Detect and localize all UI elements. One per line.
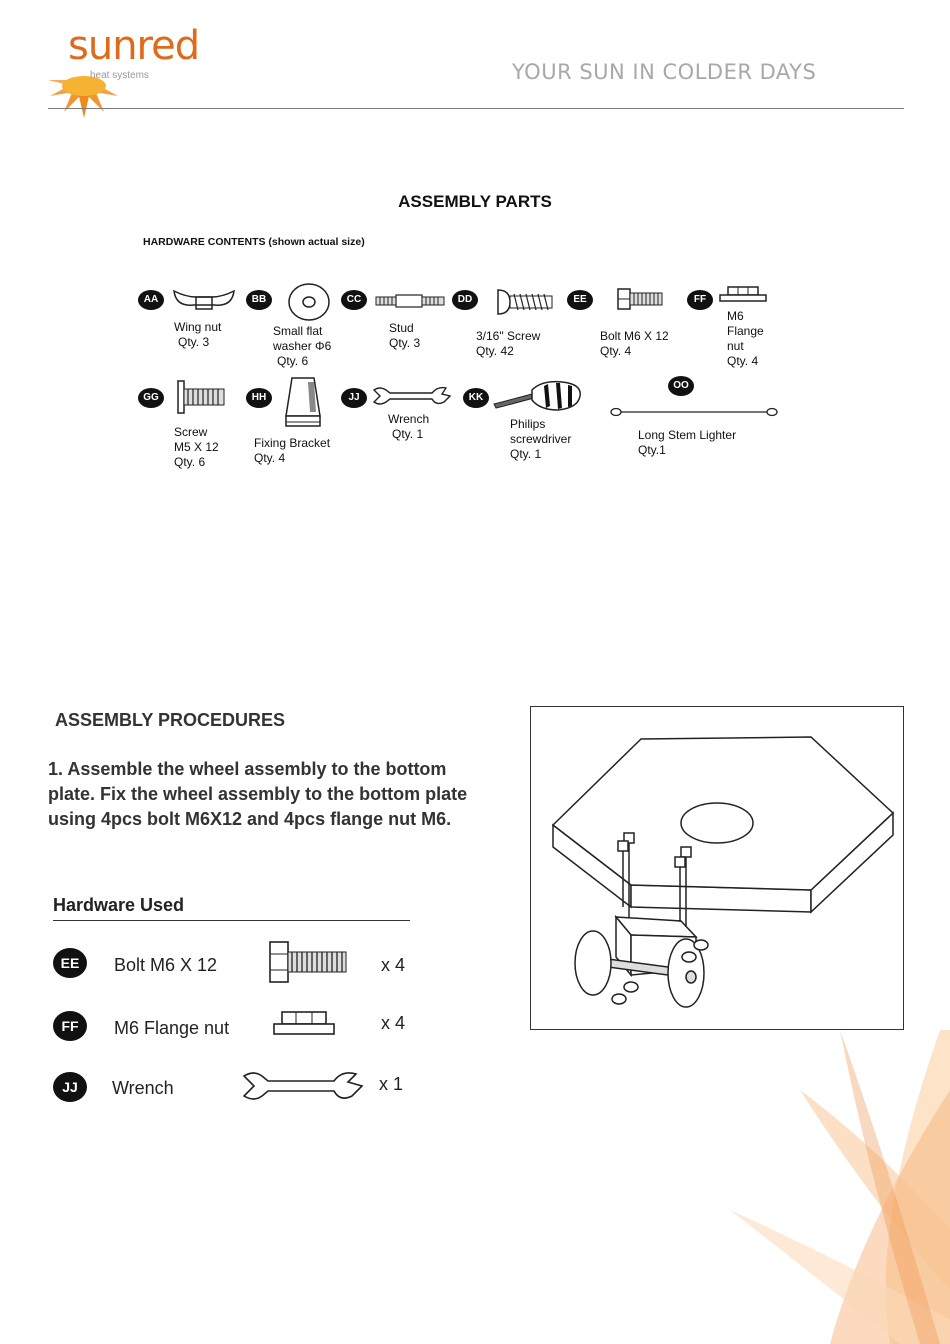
hardware-used-divider — [53, 920, 410, 921]
part-label-gg: Screw M5 X 12 Qty. 6 — [174, 425, 219, 469]
part-label-dd: 3/16" Screw Qty. 42 — [476, 329, 541, 358]
used-label-jj: Wrench — [112, 1078, 174, 1098]
flat-washer-icon — [286, 282, 332, 322]
part-label-cc: Stud Qty. 3 — [389, 321, 421, 350]
section-title-procedures: ASSEMBLY PROCEDURES — [55, 710, 286, 730]
stud-icon — [374, 293, 446, 309]
part-badge-bb: BB — [246, 290, 272, 310]
part-badge-jj: JJ — [341, 388, 367, 408]
part-badge-ff: FF — [687, 290, 713, 310]
decorative-sun-rays-icon — [640, 1030, 950, 1344]
wheel-assembly-diagram-icon — [531, 707, 903, 1029]
section-title-assembly-parts: ASSEMBLY PARTS — [398, 192, 552, 211]
part-badge-dd: DD — [452, 290, 478, 310]
hardware-used-title: Hardware Used — [53, 895, 185, 915]
hardware-caption: HARDWARE CONTENTS (shown actual size) — [143, 236, 365, 248]
tagline: YOUR SUN IN COLDER DAYS — [512, 60, 817, 84]
bolt-icon — [268, 940, 350, 984]
part-label-oo: Long Stem Lighter Qty.1 — [638, 428, 737, 457]
used-badge-ff: FF — [53, 1011, 87, 1041]
part-badge-cc: CC — [341, 290, 367, 310]
lighter-icon — [608, 404, 782, 420]
part-badge-kk: KK — [463, 388, 489, 408]
part-badge-oo: OO — [668, 376, 694, 396]
flange-nut-icon — [718, 286, 768, 302]
screwdriver-icon — [492, 376, 586, 416]
part-badge-ee: EE — [567, 290, 593, 310]
part-label-aa: Wing nut Qty. 3 — [174, 320, 222, 349]
part-badge-gg: GG — [138, 388, 164, 408]
step-1-text: 1. Assemble the wheel assembly to the bottom plate. Fix the wheel assembly to the bottom plate using 4pcs bolt M6X12 and 4pcs flange nut M6. — [48, 759, 468, 829]
used-qty-ee: x 4 — [381, 955, 406, 975]
part-label-ff: M6 Flange nut Qty. 4 — [727, 309, 764, 368]
logo-text: sunred — [68, 23, 200, 69]
part-label-ee: Bolt M6 X 12 Qty. 4 — [600, 329, 669, 358]
wrench-icon — [372, 384, 452, 408]
logo-subtext: heat systems — [90, 70, 149, 81]
used-label-ff: M6 Flange nut — [114, 1018, 230, 1038]
part-label-hh: Fixing Bracket Qty. 4 — [254, 436, 331, 465]
flange-nut-icon — [272, 1010, 336, 1036]
screw-m5-icon — [176, 379, 226, 415]
used-badge-jj: JJ — [53, 1072, 87, 1102]
fixing-bracket-icon — [280, 376, 326, 434]
used-qty-jj: x 1 — [379, 1074, 404, 1094]
used-badge-ee: EE — [53, 948, 87, 978]
used-qty-ff: x 4 — [381, 1013, 406, 1033]
part-label-jj: Wrench Qty. 1 — [388, 412, 430, 441]
wrench-icon — [242, 1068, 364, 1104]
screw-icon — [494, 288, 556, 316]
used-label-ee: Bolt M6 X 12 — [114, 955, 218, 975]
bolt-icon — [616, 287, 664, 311]
part-label-kk: Philips screwdriver Qty. 1 — [510, 417, 572, 461]
part-badge-hh: HH — [246, 388, 272, 408]
part-badge-aa: AA — [138, 290, 164, 310]
header-divider — [48, 108, 904, 109]
wing-nut-icon — [172, 287, 236, 313]
assembly-diagram — [530, 706, 904, 1030]
part-label-bb: Small flat washer Φ6 Qty. 6 — [273, 324, 332, 368]
